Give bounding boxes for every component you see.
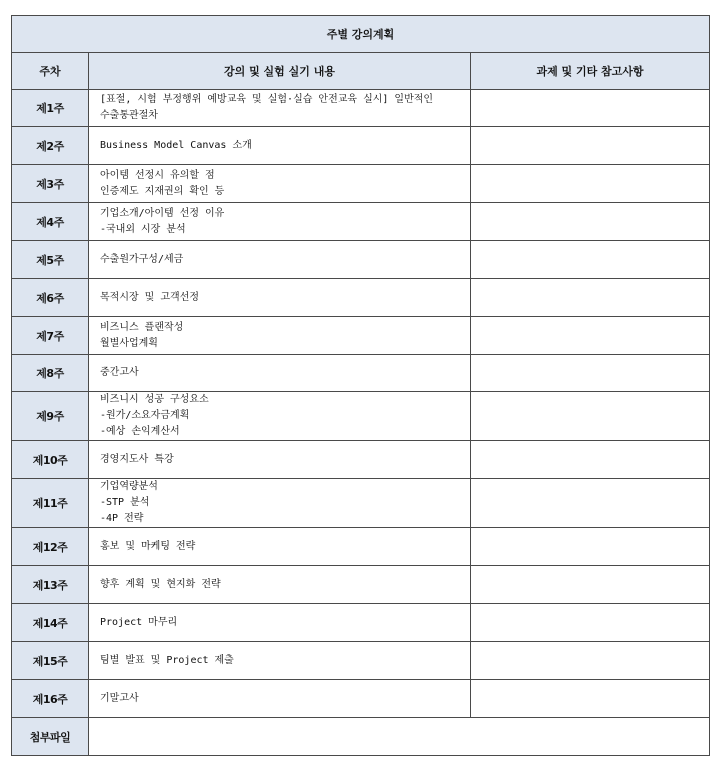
attachment-value[interactable] [89,718,710,756]
content-line: 아이템 선정시 유의할 점 [100,169,215,181]
week-notes [471,127,710,165]
weekly-lecture-plan-table [11,15,710,756]
week-label: 제10주 [12,441,89,479]
table-row [12,317,710,355]
week-label: 제5주 [12,241,89,279]
table-row [12,90,710,127]
week-label: 제1주 [12,90,89,127]
content-line: 수출원가구성/세금 [100,253,184,265]
week-label: 제9주 [12,392,89,441]
content-line: -원가/소요자금계획 [100,410,190,421]
table-row [12,441,710,479]
week-content [89,528,471,566]
week-content [89,279,471,317]
week-notes [471,441,710,479]
table-row [12,165,710,203]
week-notes [471,680,710,718]
content-line: -STP 분석 [100,497,150,508]
week-content [89,317,471,355]
table-row [12,241,710,279]
week-label: 제16주 [12,680,89,718]
table-row [12,566,710,604]
week-content [89,203,471,241]
week-label: 제8주 [12,355,89,392]
table-row [12,479,710,528]
week-label: 제12주 [12,528,89,566]
table-row [12,604,710,642]
week-label: 제11주 [12,479,89,528]
content-line: 홍보 및 마케팅 전략 [100,540,196,552]
week-content [89,604,471,642]
week-content [89,566,471,604]
content-line: -예상 손익계산서 [100,426,180,437]
week-notes [471,566,710,604]
week-content [89,241,471,279]
content-line: 비즈니스 플랜작성 [100,321,184,333]
content-line: 비즈니시 성공 구성요소 [100,394,209,405]
table-row [12,355,710,392]
week-content [89,90,471,127]
content-line: 기업역량분석 [100,481,158,492]
content-line: 경영지도사 특강 [100,453,174,465]
table-row [12,203,710,241]
table-row [12,680,710,718]
week-label: 제13주 [12,566,89,604]
week-notes [471,528,710,566]
week-content [89,642,471,680]
week-label: 제2주 [12,127,89,165]
week-label: 제3주 [12,165,89,203]
week-content [89,680,471,718]
week-label: 제15주 [12,642,89,680]
week-content [89,127,471,165]
week-notes [471,392,710,441]
week-label: 제4주 [12,203,89,241]
table-row [12,392,710,441]
table-title: 주별 강의계획 [12,16,710,53]
content-line: 향후 계획 및 현지화 전략 [100,578,221,590]
week-notes [471,642,710,680]
content-line: 인증제도 지재권의 확인 등 [100,185,225,197]
week-notes [471,90,710,127]
week-notes [471,165,710,203]
content-line: 기말고사 [100,692,139,704]
content-line: 월별사업계획 [100,337,158,349]
table-row [12,127,710,165]
content-line: 팀별 발표 및 Project 제출 [100,654,234,666]
content-line: -국내외 시장 분석 [100,223,186,235]
week-notes [471,479,710,528]
week-notes [471,241,710,279]
week-content [89,392,471,441]
header-content: 강의 및 실험 실기 내용 [89,53,471,90]
content-line: 수출통관절차 [100,110,158,121]
week-notes [471,279,710,317]
content-line: 중간고사 [100,367,139,378]
header-notes: 과제 및 기타 참고사항 [471,53,710,90]
table-row [12,528,710,566]
week-notes [471,355,710,392]
content-line: 목적시장 및 고객선정 [100,291,199,303]
week-content [89,441,471,479]
content-line: [표절, 시험 부정행위 예방교육 및 실험·실습 안전교육 실시] 일반적인 [100,94,434,105]
week-notes [471,317,710,355]
content-line: -4P 전략 [100,513,144,524]
week-content [89,165,471,203]
week-label: 제7주 [12,317,89,355]
week-notes [471,604,710,642]
week-label: 제6주 [12,279,89,317]
content-line: 기업소개/아이템 선정 이유 [100,207,225,219]
week-content [89,355,471,392]
table-row [12,279,710,317]
content-line: Project 마무리 [100,616,178,628]
content-line: Business Model Canvas 소개 [100,139,252,151]
header-week: 주차 [12,53,89,90]
week-content [89,479,471,528]
week-notes [471,203,710,241]
attachment-label: 첨부파일 [12,718,89,756]
table-row [12,642,710,680]
week-label: 제14주 [12,604,89,642]
attachment-row [12,718,710,756]
